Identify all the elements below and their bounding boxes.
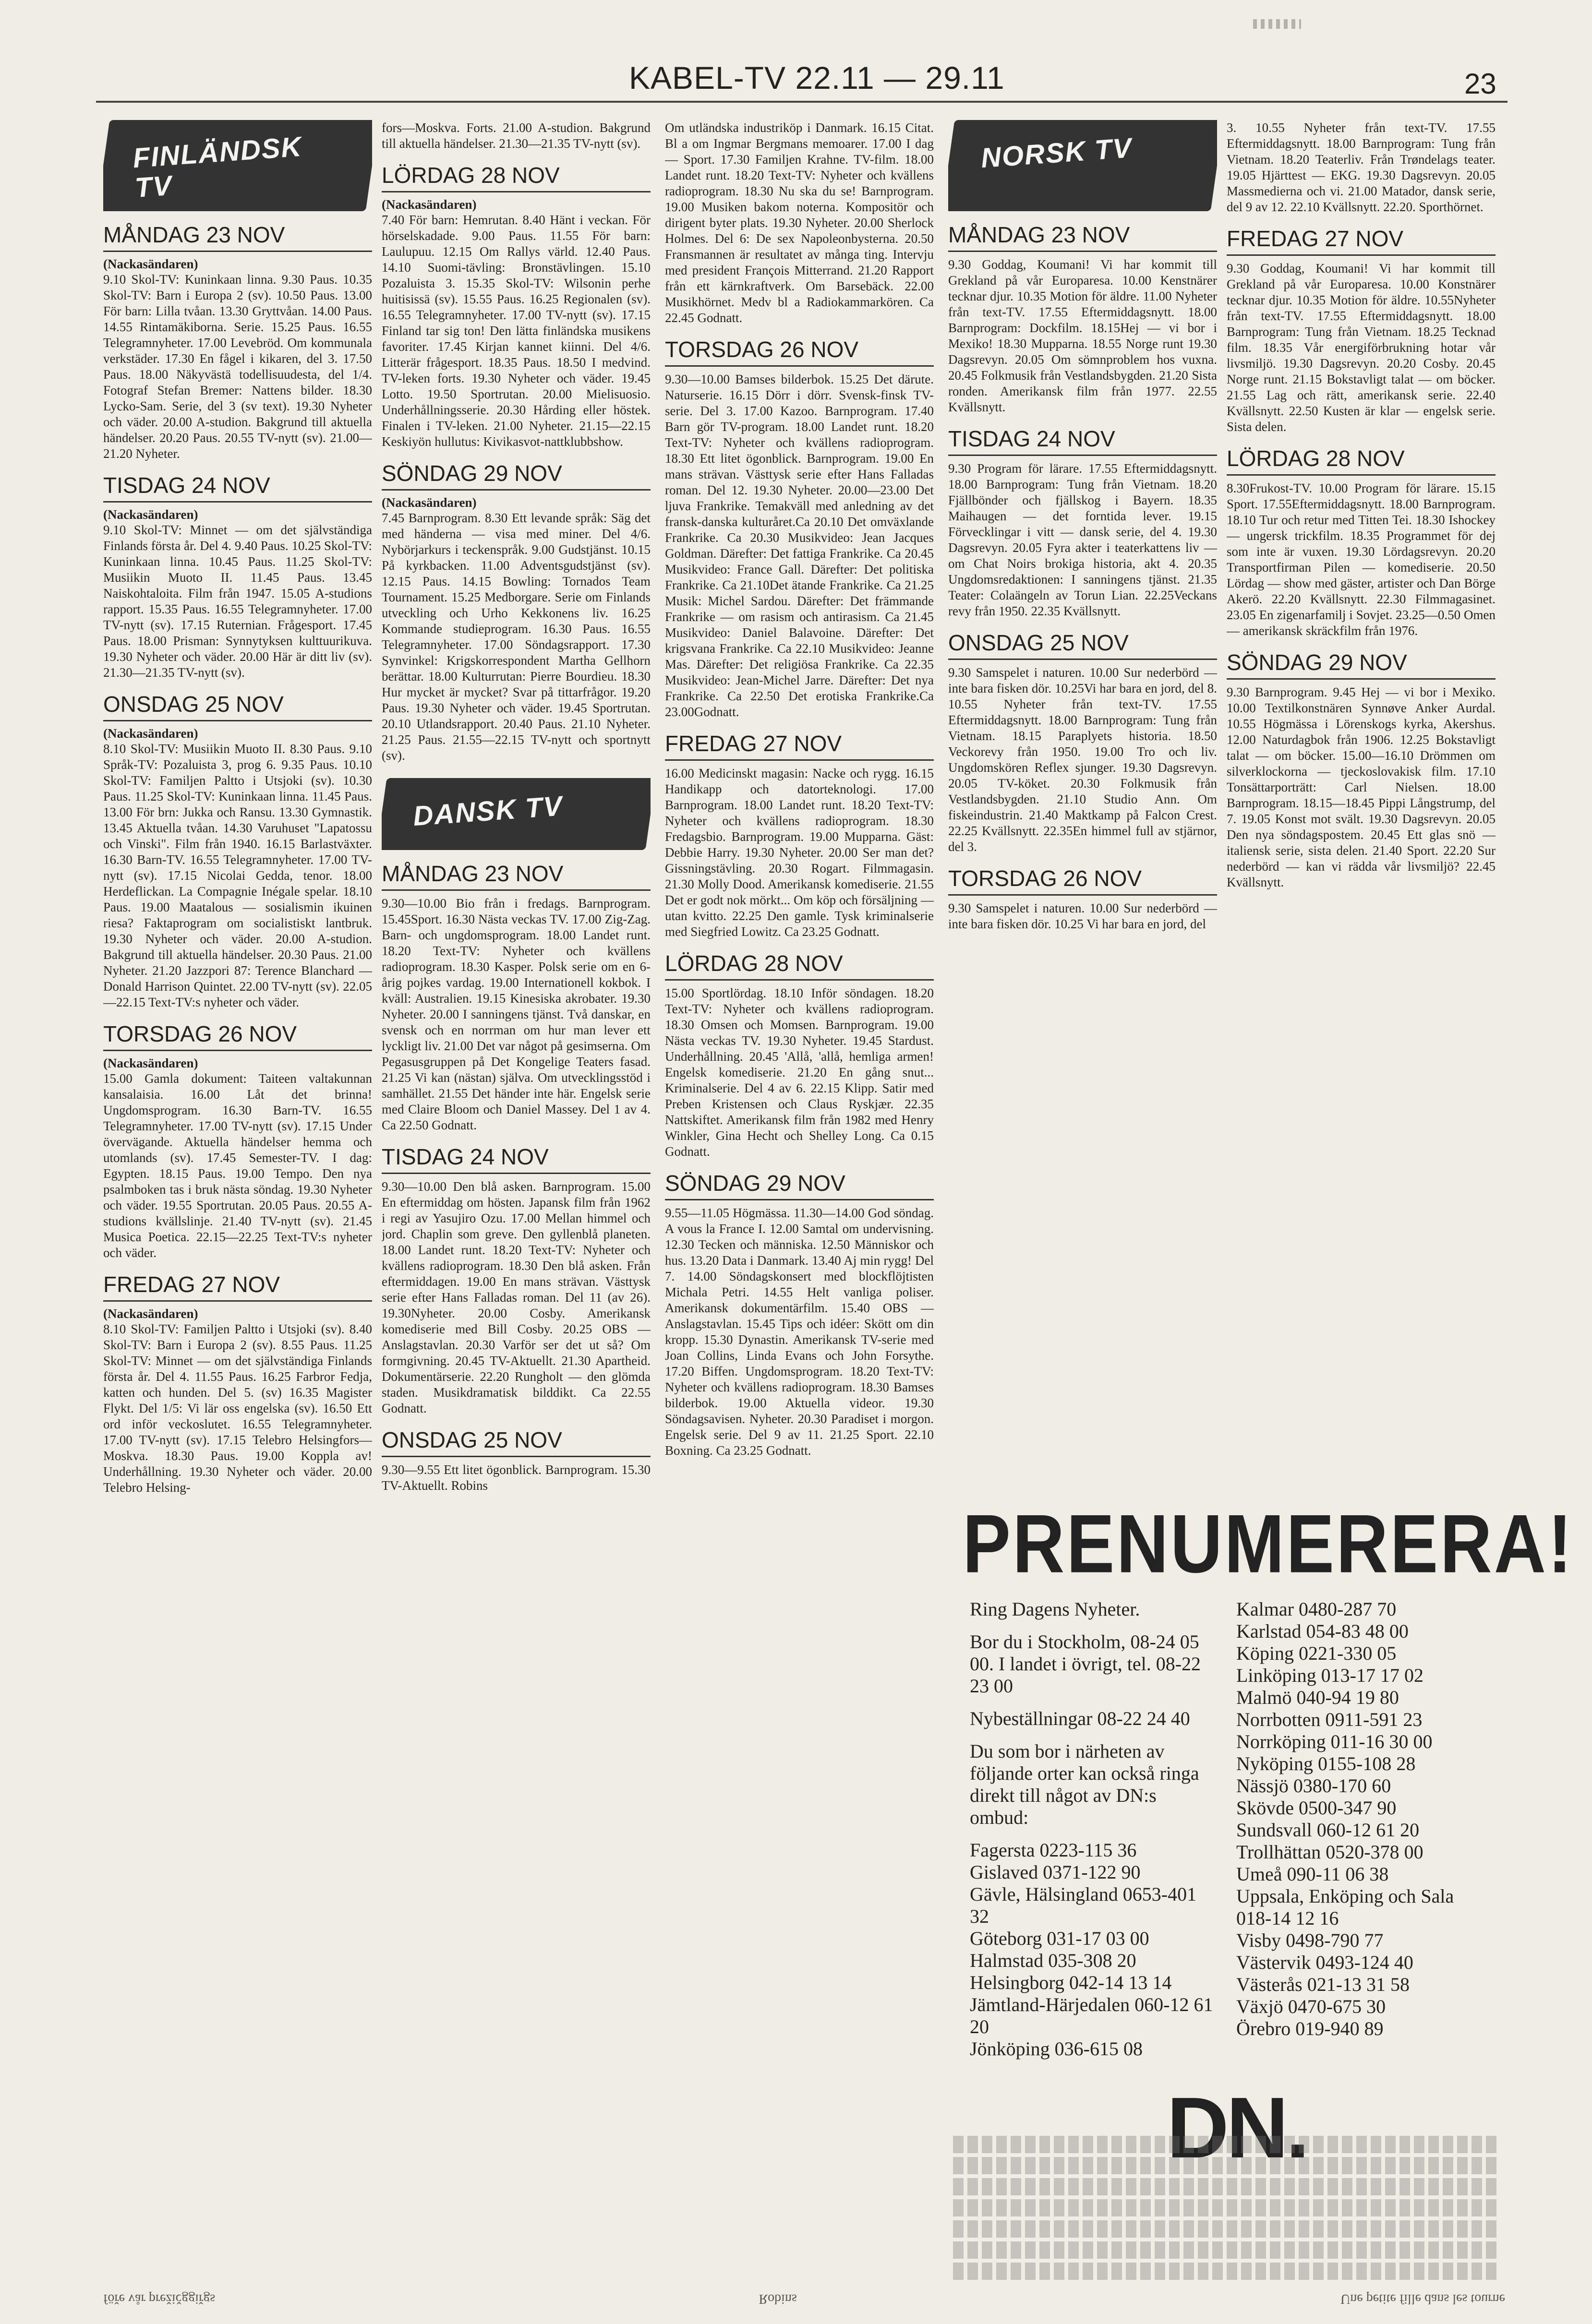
day-heading: SÖNDAG 29 NOV <box>665 1170 934 1200</box>
ad-phone: Trollhättan 0520-378 00 <box>1236 1841 1423 1863</box>
program-list: 15.00 Gamla dokument: Taiteen valtakunnan kansalaisia. 16.00 Låt det brinna! Ungdomsprogram. 16.30 Barn-TV. 16.55 Telegramnyheter. 17.00 TV-nytt (sv). 17.15 Under övervägande. Aktuella händelser hemma och utomlands (sv). 17.45 Semester-TV. I dag: Egypten. 18.15 Paus. 19.00 Tempo. Den nya psalmboken tas i bruk nästa söndag. 19.30 Nyheter och väder. 19.55 Sportrutan. 20.05 Paus. 20.55 A-studions kvällslinje. 21.40 TV-nytt (sv). 21.45 Musica Poetica. 22.15—22.25 Text-TV:s nyheter och väder. <box>103 1071 372 1260</box>
program-list: 9.30 Samspelet i naturen. 10.00 Sur nederbörd — inte bara fisken dör. 10.25 Vi har bara en jord, del <box>948 901 1217 931</box>
ad-phone: Norrköping 011-16 30 00 <box>1236 1731 1433 1752</box>
schedule-block <box>1227 226 1496 435</box>
ad-phone-list <box>1236 1598 1486 2040</box>
program-list: 9.30—10.00 Bamses bilderbok. 15.25 Det därute. Naturserie. 16.15 Dörr i dörr. Svensk-finsk TV-serie. Del 3. 17.00 Kazoo. Barnprogram. 17.40 Barn gör TV-program. 18.00 Landet runt. 18.20 Text-TV: Nyheter och kvällens radioprogram. 18.30 Ett litet ögonblick. Barnprogram. 19.00 En mans strävan. Västtysk serie efter Hans Falladas roman. Del 12. 19.30 Nyheter. 20.00—23.00 Det ljuva Frankrike. Temakväll med anledning av det fransk-danska kulturåret.Ca 20.10 Det omväxlande Frankrike. Ca 20.30 Musikvideo: Jean Jacques Goldman. Därefter: Det fattiga Frankrike. Ca 20.45 Musikvideo: France Gall. Därefter: Det politiska Frankrike. Ca 21.10Det ätande Frankrike. Ca 21.25 Musik: Michel Sardou. Därefter: Det främmande Frankrike — om rasism och antirasism. Ca 21.45 Musikvideo: Daniel Balavoine. Därefter: Det krigsvana Frankrike. Ca 22.10 Musikvideo: Jeanne Mas. Därefter: Det religiösa Frankrike. Ca 22.35 Musikvideo: Jean-Michel Jarre. Därefter: Det nya Frankrike. Ca 22.50 Det erotiska Frankrike.Ca 23.00Godnatt. <box>665 372 934 719</box>
day-heading: MÅNDAG 23 NOV <box>948 222 1217 252</box>
bottom-mirrored-strip <box>103 2277 1505 2306</box>
program-list: 8.10 Skol-TV: Familjen Paltto i Utsjoki (sv). 8.40 Skol-TV: Barn i Europa 2 (sv). 8.55 Paus. 11.25 Skol-TV: Minnet — om det självständiga Finlands första år. Del 4. 11.55 Paus. 16.25 Farbror Fedja, katten och hunden. Del 5. (sv) 16.35 Magister Flykt. Del 1/5: Vi lär oss engelska (sv). 16.50 Ett ord inför veckoslutet. 16.55 Telegramnyheter. 17.00 TV-nytt (sv). 17.15 Telebro Helsingfors—Moskva. 18.30 Paus. 19.00 Koppla av! Underhållning. 19.30 Nyheter och väder. 20.00 Telebro Helsing- <box>103 1322 372 1495</box>
column-2 <box>382 120 651 1494</box>
ad-phone: Helsingborg 042-14 13 14 <box>970 1972 1172 1993</box>
day-heading: TISDAG 24 NOV <box>948 426 1217 456</box>
program-list: 9.55—11.05 Högmässa. 11.30—14.00 God söndag. A vous la France I. 12.00 Samtal om undervisning. 12.30 Tecken och människa. 12.50 Människor och hus. 13.20 Data i Danmark. 13.40 Aj min rygg! Del 7. 14.00 Söndagskonsert med blockflöjtisten Michala Petri. 14.55 Helt vanliga poliser. Amerikansk dokumentärfilm. 15.40 OBS — Anslagstavlan. 15.45 Tips och idéer: Skött om din kropp. 15.30 Dynastin. Amerikansk TV-serie med Joan Collins, Linda Evans och John Forsythe. 17.20 Biffen. Ungdomsprogram. 18.20 Text-TV: Nyheter och kvällens radioprogram. 18.30 Bamses bilderbok. 19.00 Aktuella videor. 19.30 Söndagsavisen. Nyheter. 20.30 Paradiset i morgon. Engelsk serie. Del 9 av 11. 21.25 Sport. 22.10 Boxning. Ca 23.25 Godnatt. <box>665 1206 934 1458</box>
day-heading: FREDAG 27 NOV <box>103 1271 372 1302</box>
ad-phone: Skövde 0500-347 90 <box>1236 1797 1397 1819</box>
program-list: 8.30Frukost-TV. 10.00 Program för lärare. 15.15 Sport. 17.55Eftermiddagsnytt. 18.00 Barnprogram. 18.10 Tur och retur med Titten Tei. 18.30 Ishockey — ungersk trickfilm. 18.35 Programmet för dej som inte är vuxen. 19.30 Lördagsrevyn. 20.20 Transportfirman Pilen — komediserie. 20.50 Lördag — show med gäster, artister och Dan Börge Akerö. 22.20 Kvällsnytt. 22.30 Filmmagasinet. 23.05 En zigenarfamilj i Sovjet. 23.25—0.50 Omen — amerikansk skräckfilm från 1976. <box>1227 481 1496 638</box>
day-heading: SÖNDAG 29 NOV <box>1227 649 1496 680</box>
day-heading: SÖNDAG 29 NOV <box>382 460 651 491</box>
ad-phone: Sundsvall 060-12 61 20 <box>1236 1819 1420 1841</box>
ad-phone: Kalmar 0480-287 70 <box>1236 1598 1397 1620</box>
page-title: KABEL-TV 22.11 — 29.11 <box>629 60 1005 96</box>
ad-headline: PRENUMERERA! <box>963 1497 1574 1590</box>
ad-right-column <box>1236 1598 1486 2040</box>
ad-phone: Gävle, Hälsingland 0653-401 32 <box>970 1883 1197 1927</box>
ad-left-column <box>970 1598 1219 2060</box>
day-heading: LÖRDAG 28 NOV <box>1227 445 1496 476</box>
column-norwegian-tv <box>948 120 1217 1382</box>
schedule-block <box>103 222 372 462</box>
schedule-block <box>1227 445 1496 639</box>
schedule-block <box>948 222 1217 415</box>
program-list: 7.40 För barn: Hemrutan. 8.40 Hänt i veckan. För hörselskadade. 9.00 Paus. 11.55 För barn: Laulupuu. 12.15 Om Rallys värld. 12.40 Paus. 14.10 Suomi-tävling: Bronstävlingen. 15.10 Pozaluista 3. 15.35 Skol-TV: Wilsonin perhe huitisissä (sv). 15.55 Paus. 16.25 Regionalen (sv). 16.55 Telegramnyheter. 17.00 TV-nytt (sv). 17.15 Finland tar sig ton! Den lätta finländska musikens favoriter. 17.45 Kirjan kannet kiinni. Del 4/6. Litterär frågesport. 18.35 Paus. 18.50 I medvind. TV-leken forts. 19.30 Nyheter och väder. 19.45 Lotto. 19.50 Sportrutan. 20.00 Mielisuosio. Underhållningsserie. 20.30 Hårding eller höstek. Finalen i TV-leken. 21.00 Nyheter. 21.15—22.15 Keskiyön hullutus: Kivikasvot-nattklubbshow. <box>382 213 651 449</box>
program-list: 9.30 Samspelet i naturen. 10.00 Sur nederbörd — inte bara fisken dör. 10.25Vi har bara en jord, del 8. 10.55 Nyheter från text-TV. 17.55 Eftermiddagsnytt. 18.00 Barnprogram: Tung från Vietnam. 18.15 Paraplyets historia. 18.50 Veckorevy från 1950. 19.00 Tro och liv. Ungdomskören Reflex sjunger. 19.30 Dagsrevyn. 20.05 TV-köket. 20.30 Folkmusik från Vestlandsbygden. 21.10 Studio Ann. Om fiskeindustrin. 21.40 Maktkamp på Falcon Crest. 22.25 Kvällsnytt. 22.35En himmel full av stjärnor, del 3. <box>948 665 1217 854</box>
day-heading: ONSDAG 25 NOV <box>382 1427 651 1457</box>
ad-phone: Västervik 0493-124 40 <box>1236 1952 1413 1973</box>
program-list: 9.30 Goddag, Koumani! Vi har kommit till Grekland på vår Europaresa. 10.00 Kenstnärer tecknar djur. 10.35 Motion för äldre. 11.00 Nyheter från text-TV. 17.55 Eftermiddagsnytt. 18.00 Barnprogram: Dockfilm. 18.15Hej — vi bor i Mexiko! 18.30 Mupparna. 18.55 Norge runt 19.30 Dagsrevyn. 20.05 Om sömnproblem hos vuxna. 20.45 Folkmusik från Vestlandsbygden. 21.20 Sista ronden. Amerikansk film från 1977. 22.55 Kvällsnytt. <box>948 257 1217 414</box>
subscription-ad <box>958 1497 1574 2136</box>
schedule-block <box>103 1271 372 1496</box>
ad-phone: Fagersta 0223-115 36 <box>970 1839 1137 1861</box>
finnish-tv-banner: FINLÄNDSK TV <box>103 120 372 211</box>
header-rule <box>96 101 1508 103</box>
schedule-block <box>665 1170 934 1459</box>
page-header <box>0 58 1592 106</box>
mirrored-text: Une petite fille dans les tourne <box>1340 2291 1505 2306</box>
program-list: 7.45 Barnprogram. 8.30 Ett levande språk: Säg det med händerna — visa med miner. Del 4/6. Nybörjarkurs i teckenspråk. 9.00 Gudstjänst. 10.15 På kyrkbacken. 11.00 Adventsgudstjänst (sv). 12.15 Paus. 14.15 Bowling: Tornados Team Tournament. 15.25 Medborgare. Serie om Finlands utveckling och Urho Kekkonens liv. 16.25 Kommande studieprogram. 16.30 Paus. 16.55 Telegramnyheter. 17.00 Söndagsrapport. 17.30 Synvinkel: Krigskorrespondent Martha Gellhorn berättar. 18.00 Kulturrutan: Pierre Bourdieu. 18.30 Hur mycket är mycket? Svar på tittarfrågor. 19.20 Paus. 19.30 Nyheter och väder. 19.45 Sportrutan. 20.10 Utlandsrapport. 20.40 Paus. 21.10 Nyheter. 21.25 Paus. 21.55—22.15 TV-nytt och sportnytt (sv). <box>382 511 651 763</box>
day-heading: MÅNDAG 23 NOV <box>103 222 372 252</box>
day-heading: MÅNDAG 23 NOV <box>382 861 651 891</box>
schedule-block <box>382 460 651 764</box>
ad-phone: Jönköping 036-615 08 <box>970 2038 1143 2060</box>
schedule-block <box>382 861 651 1133</box>
schedule-block <box>103 1021 372 1261</box>
continued-text: Om utländska industriköp i Danmark. 16.15 Citat. Bl a om Ingmar Bergmans memoarer. 17.00 I dag — Sport. 17.30 Familjen Krahne. TV-film. 18.00 Landet runt. 18.20 Text-TV: Nyheter och kvällens radioprogram. 18.30 Nu ska du se! Barnprogram. 19.00 Musiken bakom noterna. Kompositör och dirigent byter plats. 19.30 Nyheter. 20.00 Sherlock Holmes. Del 6: De sex Napoleonbysterna. 20.50 Fransmannen är resultatet av många ting. Intervju med president François Mitterrand. 21.20 Rapport från ett kärnkraftverk. Om Barsebäck. 22.00 Musikhörnet. Medv bl a Radiokammarkören. Ca 22.45 Godnatt. <box>665 120 934 325</box>
program-list: 9.30 Barnprogram. 9.45 Hej — vi bor i Mexiko. 10.00 Textilkonstnären Synnøve Anker Aurdal. 10.55 Högmässa i Lörenskogs kyrka, Akershus. 12.00 Naturdagbok från 1906. 12.25 Bokstavligt talat — om böcker. 15.00—16.10 Drömmen om silverklockorna — tjeckoslovakisk film. 17.10 Tonsättarporträtt: Carl Nielsen. 18.00 Barnprogram. 18.15—18.45 Pippi Långstrump, del 7. 19.05 Konst mot svält. 19.30 Dagsrevyn. 20.05 Den nya söndagspostem. 20.45 Ett glas snö — italiensk serie, sista delen. 21.40 Sport. 22.20 Sur nederbörd — kan vi rädda vår livsmiljö? 22.45 Kvällsnytt. <box>1227 685 1496 889</box>
channel-label: (Nackasändaren) <box>103 257 198 271</box>
program-list: 9.10 Skol-TV: Minnet — om det självständiga Finlands första år. Del 4. 9.40 Paus. 10.25 Skol-TV: Kuninkaan linna. 10.45 Paus. 11.25 Skol-TV: Musiikin Muoto II. 11.45 Paus. 13.45 Naiskohtaloita. Film från 1947. 15.05 A-studions rapport. 15.35 Paus. 16.55 Telegramnyheter. 17.00 TV-nytt (sv). 17.15 Ruternian. Frågesport. 17.45 Paus. 18.00 Prisman: Synnytyksen kulttuurikuva. 19.30 Nyheter och väder. 20.00 Här är ditt liv (sv). 21.30—21.35 TV-nytt (sv). <box>103 523 372 680</box>
ad-phone: Karlstad 054-83 48 00 <box>1236 1620 1409 1642</box>
column-finnish-tv <box>103 120 372 1496</box>
program-list: 9.10 Skol-TV: Kuninkaan linna. 9.30 Paus. 10.35 Skol-TV: Barn i Europa 2 (sv). 10.50 Paus. 13.00 För barn: Lilla tvåan. 13.30 Gryttvåan. 14.00 Paus. 14.55 Rintamäkiborna. Serie. 15.25 Paus. 16.55 Telegramnyheter. 17.00 Levebröd. Om kommunala verkstäder. 17.30 En fågel i kikaren, del 3. 17.50 Paus. 18.00 Näkyvästä todellisuudesta, del 1/4. Fotograf Stefan Bremer: Nattens bilder. 18.30 Lycko-Sam. Serie, del 3 (sv text). 19.30 Nyheter och väder. 20.00 A-studion. Bakgrund till aktuella händelser. 20.20 Paus. 20.55 TV-nytt (sv). 21.00—21.20 Nyheter. <box>103 272 372 461</box>
day-heading: TORSDAG 26 NOV <box>665 336 934 367</box>
ad-phone: Malmö 040-94 19 80 <box>1236 1687 1399 1708</box>
day-heading: TORSDAG 26 NOV <box>103 1021 372 1051</box>
schedule-block <box>382 1427 651 1494</box>
day-heading: FREDAG 27 NOV <box>1227 226 1496 256</box>
program-list: 9.30—10.00 Bio från i fredags. Barnprogram. 15.45Sport. 16.30 Nästa veckas TV. 17.00 Zig-Zag. Barn- och ungdomsprogram. 18.00 Landet runt. 18.20 Text-TV: Nyheter och kvällens radioprogram. 18.30 Kasper. Polsk serie om en 6-årig pojkes vardag. 19.00 Internationell kokbok. I kväll: Australien. 19.15 Kinesiska akrobater. 19.30 Nyheter. 20.00 I sanningens tjänst. Två danskar, en svensk och en norrman om hur man lever ett lyckligt liv. 21.00 Det var något på gesimserna. Om Pegasusgruppen på Det Kongelige Teaters fasad. 21.25 Vi kan (nästan) själva. Om utvecklingsstöd i samhället. 21.55 Det händer inte här. Engelsk serie med Claire Bloom och Daniel Massey. Del 1 av 4. Ca 22.50 Godnatt. <box>382 896 651 1132</box>
schedule-block <box>665 950 934 1160</box>
ad-phone: Nässjö 0380-170 60 <box>1236 1775 1391 1797</box>
ad-phone: Umeå 090-11 06 38 <box>1236 1863 1389 1885</box>
ad-line: Bor du i Stockholm, 08-24 05 00. I landet i övrigt, tel. 08-22 23 00 <box>970 1631 1201 1697</box>
ad-line: Ring Dagens Nyheter. <box>970 1598 1140 1620</box>
schedule-block <box>103 472 372 681</box>
channel-label: (Nackasändaren) <box>103 1056 198 1070</box>
continued-text: 3. 10.55 Nyheter från text-TV. 17.55 Eftermiddagsnytt. 18.00 Barnprogram: Tung från Vietnam. 18.20 Teaterliv. Från Trøndelags teater. 19.05 Hjärttest — EKG. 19.30 Dagsrevyn. 20.05 Massmedierna och vi. 21.00 Matador, dansk serie, del 9 av 12. 22.10 Kvällsnytt. 22.20. Sporthörnet. <box>1227 120 1496 214</box>
schedule-block <box>382 162 651 450</box>
schedule-block <box>665 731 934 940</box>
schedule-block <box>382 1144 651 1416</box>
norwegian-tv-banner: NORSK TV <box>948 120 1217 211</box>
channel-label: (Nackasändaren) <box>103 726 198 741</box>
ad-line: Nybeställningar 08-22 24 40 <box>970 1708 1190 1729</box>
day-heading: LÖRDAG 28 NOV <box>382 162 651 192</box>
channel-label: (Nackasändaren) <box>103 1306 198 1321</box>
page-stamp <box>1253 19 1301 29</box>
ad-phone: Nyköping 0155-108 28 <box>1236 1753 1416 1774</box>
day-heading: TORSDAG 26 NOV <box>948 865 1217 896</box>
day-heading: TISDAG 24 NOV <box>382 1144 651 1174</box>
ad-phone: Uppsala, Enköping och Sala 018-14 12 16 <box>1236 1885 1454 1929</box>
column-3 <box>665 120 934 1459</box>
ad-phone: Köping 0221-330 05 <box>1236 1642 1397 1664</box>
ad-phone: Halmstad 035-308 20 <box>970 1950 1136 1971</box>
ad-phone: Jämtland-Härjedalen 060-12 61 20 <box>970 1994 1213 2037</box>
schedule-block <box>948 630 1217 855</box>
program-list: 9.30—9.55 Ett litet ögonblick. Barnprogram. 15.30 TV-Aktuellt. Robins <box>382 1462 651 1493</box>
column-5 <box>1227 120 1496 1382</box>
program-list: 15.00 Sportlördag. 18.10 Inför söndagen. 18.20 Text-TV: Nyheter och kvällens radioprogram. 18.30 Omsen och Momsen. Barnprogram. 19.00 Nästa veckas TV. 19.30 Nyheter. 19.45 Stardust. Underhållning. 20.45 'Allå, 'allå, hemliga armen! Engelsk komediserie. 21.20 En gång snut... Kriminalserie. Del 4 av 6. 22.15 Klipp. Satir med Preben Kristensen och Claus Ryskjær. 22.35 Nattskiftet. Amerikansk film från 1982 med Henry Winkler, Gina Hecht och Shelley Long. Ca 0.15 Godnatt. <box>665 986 934 1159</box>
program-list: 9.30 Goddag, Koumani! Vi har kommit till Grekland på vår Europaresa. 10.00 Konstnärer tecknar djur. 10.35 Motion för äldre. 10.55Nyheter från text-TV. 17.55 Eftermiddagsnytt. 18.00 Barnprogram: Tung från Vietnam. 18.25 Tecknad film. 18.35 Vår energiförbrukning hotar vår livsmiljö. 19.30 Dagsrevyn. 20.20 Cosby. 20.45 Norge runt. 21.15 Bokstavligt talat — om böcker. 21.55 Lag och rätt, amerikansk serie. 22.40 Kvällsnytt. 22.50 Kusten är klar — engelsk serie. Sista delen. <box>1227 261 1496 434</box>
danish-tv-banner: DANSK TV <box>382 778 651 850</box>
page-number: 23 <box>1464 68 1496 100</box>
day-heading: FREDAG 27 NOV <box>665 731 934 761</box>
ad-phone: Göteborg 031-17 03 00 <box>970 1928 1149 1949</box>
ad-phone: Visby 0498-790 77 <box>1236 1929 1384 1951</box>
ad-phone: Linköping 013-17 17 02 <box>1236 1665 1423 1686</box>
ad-phone: Gislaved 0371-122 90 <box>970 1861 1141 1883</box>
program-list: 9.30—10.00 Den blå asken. Barnprogram. 15.00 En eftermiddag om hösten. Japansk film från 1962 i regi av Yasujiro Ozu. 17.00 Mellan himmel och jord. Chaplin som greve. Den gyllenblå planeten. 18.00 Landet runt. 18.20 Text-TV: Nyheter och kvällens radioprogram. 18.30 Den blå asken. Från eftermiddagen. 19.00 En mans strävan. Västtysk serie efter Hans Falladas roman. Del 11 (av 26). 19.30Nyheter. 20.00 Cosby. Amerikansk komediserie med Bill Cosby. 20.25 OBS — Anslagstavlan. 20.30 Varför ser det ut så? Om formgivning. 20.45 TV-Aktuellt. 21.30 Apartheid. Dokumentärserie. 22.20 Rungholt — den glömda staden. Musikdramatisk bilddikt. Ca 22.55 Godnatt. <box>382 1179 651 1415</box>
ad-intro: Du som bor i närheten av följande orter kan också ringa direkt till något av DN:s ombud: <box>970 1740 1199 1828</box>
channel-label: (Nackasändaren) <box>382 495 477 510</box>
ad-phone: Västerås 021-13 31 58 <box>1236 1974 1410 1995</box>
day-heading: ONSDAG 25 NOV <box>103 691 372 721</box>
schedule-block <box>103 691 372 1010</box>
mirrored-text: Robins <box>759 2291 797 2306</box>
schedule-block <box>665 336 934 720</box>
ad-phone: Växjö 0470-675 30 <box>1236 1996 1386 2017</box>
channel-label: (Nackasändaren) <box>103 507 198 522</box>
channel-label: (Nackasändaren) <box>382 197 477 212</box>
schedule-block <box>948 865 1217 932</box>
schedule-block <box>1227 649 1496 890</box>
dn-logo: DN. <box>1167 2080 1307 2176</box>
program-list: 8.10 Skol-TV: Musiikin Muoto II. 8.30 Paus. 9.10 Språk-TV: Pozaluista 3, prog 6. 9.35 Paus. 10.10 Skol-TV: Familjen Paltto i Utsjoki (sv). 10.30 Paus. 11.25 Skol-TV: Kuninkaan linna. 11.45 Paus. 13.00 För brn: Jukka och Ransu. 13.30 Gymnastik. 13.45 Aktuella tvåan. 14.30 Varuhuset "Lapatossu och Vinski". Film från 1940. 16.15 Barlastväxter. 16.30 Barn-TV. 16.55 Telegramnyheter. 17.00 TV-nytt (sv). 17.15 Nicolai Gedda, tenor. 18.00 Herdeflickan. La Compagnie Inégale spelar. 18.10 Paus. 19.00 Maatalous — sosialismin ikuinen riesa? Faktaprogram om socialistiskt lantbruk. 19.30 Nyheter och väder. 20.00 A-studion. Bakgrund till aktuella händelser. 20.30 Paus. 21.00 Nyheter. 21.20 Jazzpori 87: Terence Blanchard — Donald Harrison Quintet. 22.00 TV-nytt (sv). 22.05—22.15 Text-TV:s nyheter och väder. <box>103 742 372 1009</box>
ad-phone-list <box>970 1839 1219 2060</box>
day-heading: TISDAG 24 NOV <box>103 472 372 503</box>
continued-text: fors—Moskva. Forts. 21.00 A-studion. Bakgrund till aktuella händelser. 21.30—21.35 TV-nytt (sv). <box>382 120 651 151</box>
schedule-block <box>948 426 1217 619</box>
ad-phone: Örebro 019-940 89 <box>1236 2018 1384 2039</box>
mirrored-text: föře vår prežičggiřgs <box>103 2291 216 2306</box>
program-list: 9.30 Program för lärare. 17.55 Eftermiddagsnytt. 18.00 Barnprogram: Tung från Vietnam. 18.20 Fjällbönder och fjällskog i Bayern. 18.35 Maihaugen — det forntida lever. 19.15 Förvecklingar i vitt — dansk serie, del 4. 19.30 Dagsrevyn. 20.05 Fyra akter i teaterkattens liv — om Chat Noirs brokiga historia, akt 4. 20.35 Ungdomsredaktionen: I sanningens tjänst. 21.35 Teater: Colaängeln av Torun Lian. 22.25Veckans revy från 1950. 22.35 Kvällsnytt. <box>948 461 1217 618</box>
day-heading: ONSDAG 25 NOV <box>948 630 1217 660</box>
program-list: 16.00 Medicinskt magasin: Nacke och rygg. 16.15 Handikapp och datorteknologi. 17.00 Barnprogram. 18.00 Landet runt. 18.20 Text-TV: Nyheter och kvällens radioprogram. 18.30 Fredagsbio. Barnprogram. 19.00 Mupparna. Gäst: Debbie Harry. 19.30 Nyheter. 20.00 Ser man det? Gissningstävling. 20.30 Rogart. Filmmagasin. 21.30 Molly Dood. Amerikansk komediserie. 21.55 Det er godt nok mörkt... Om köp och försäljning — utan kvitto. 22.25 Den gamle. Tysk kriminalserie med Siegfried Lowitz. Ca 23.25 Godnatt. <box>665 766 934 939</box>
day-heading: LÖRDAG 28 NOV <box>665 950 934 981</box>
ad-phone: Norrbotten 0911-591 23 <box>1236 1709 1423 1730</box>
